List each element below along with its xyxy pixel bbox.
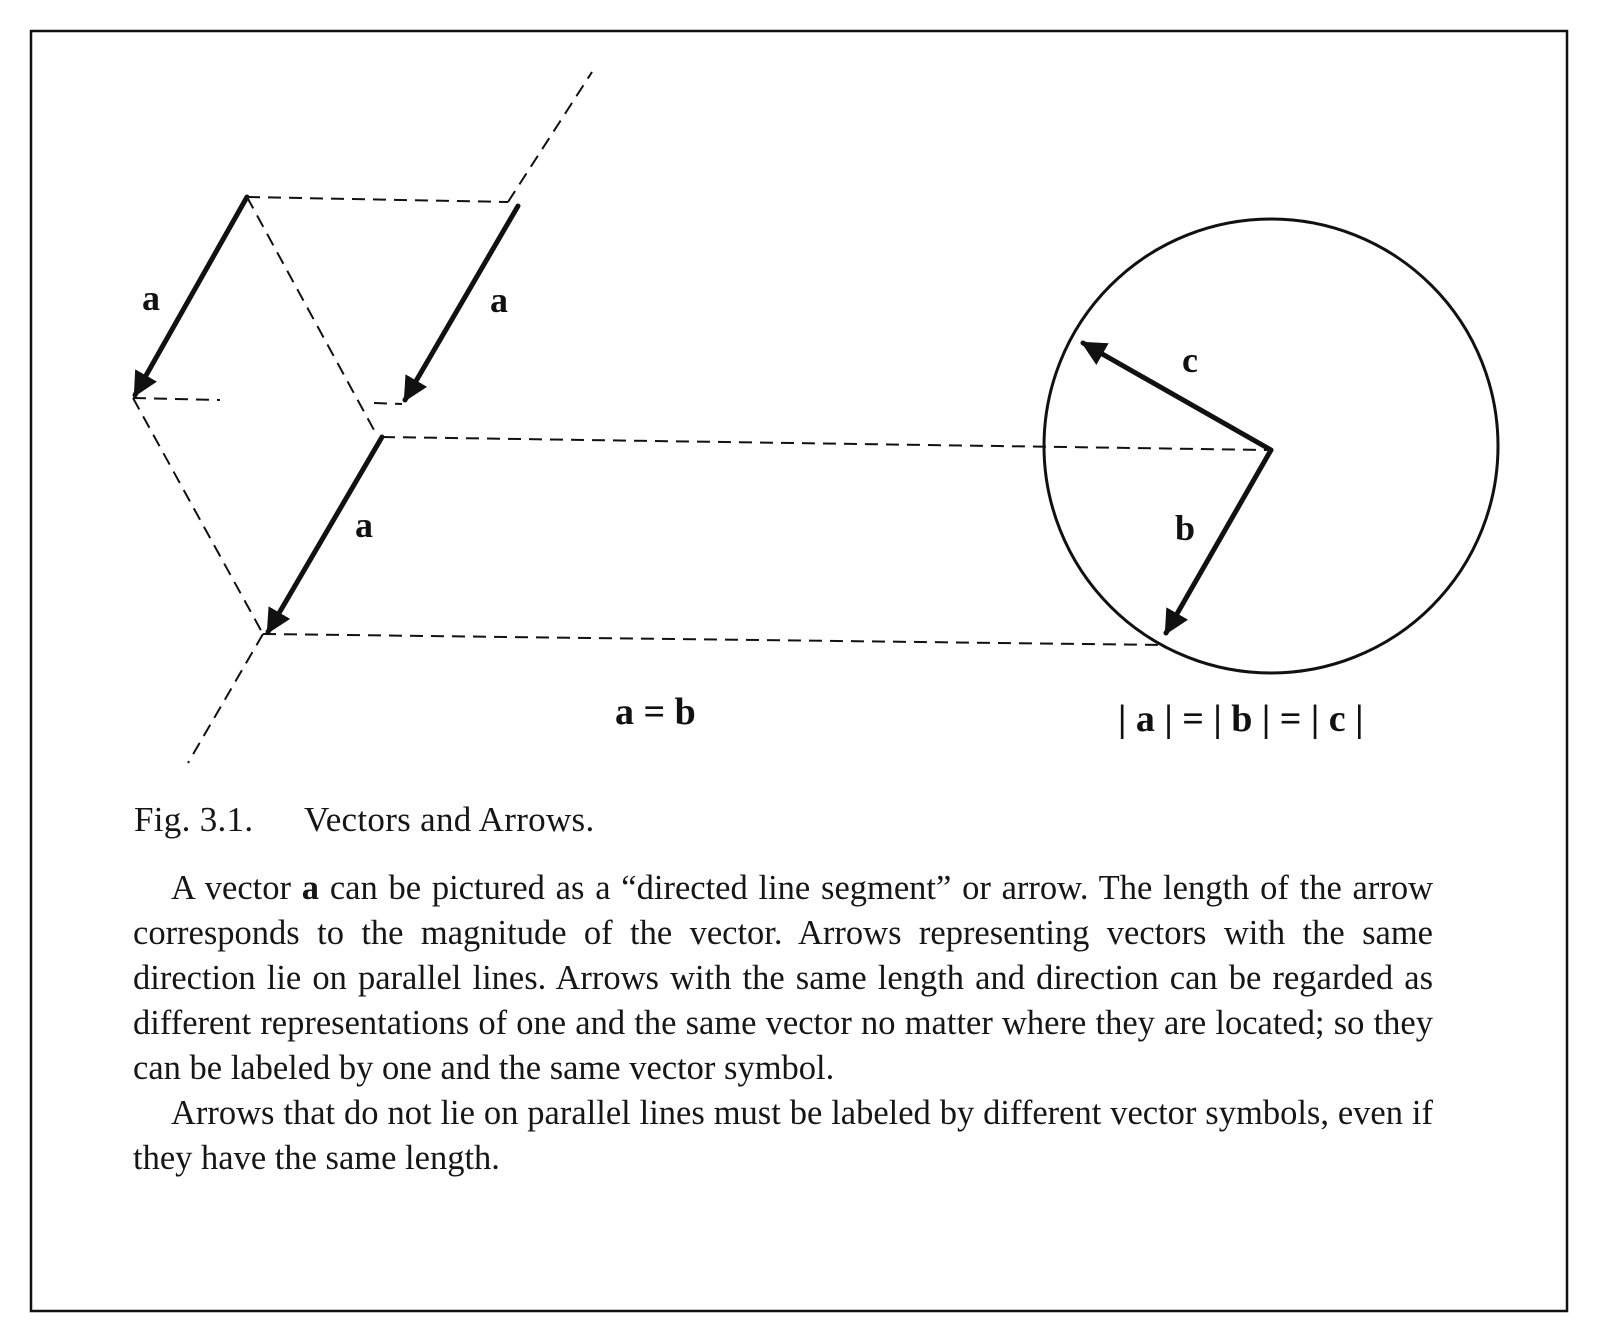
label-a-bottom: a — [355, 505, 373, 545]
dashed-line-bottom — [263, 634, 1166, 645]
paragraph-1 — [133, 866, 1433, 1091]
dashed-line-top — [247, 197, 508, 202]
paragraph-1-rest: can be pictured as a “directed line segment” or arrow. The length of the arrow corresponds to the magnitude of the vector. Arrows representing vectors with the same direction lie on parallel lines. Arrows with the same length and direction can be regarded as different representations of one and the same vector no matter where they are located; so they can be labeled by one and the same vector symbol. — [133, 869, 1433, 1087]
label-a-right: a — [490, 280, 508, 320]
label-c: c — [1182, 340, 1198, 380]
vector-symbol-a: a — [301, 869, 320, 907]
vector-c-arrow — [1083, 343, 1271, 450]
label-b: b — [1175, 508, 1196, 548]
figure-caption — [134, 800, 595, 840]
dashed-line-diagonal-upper — [508, 72, 592, 202]
dashed-line-rhombus-inner — [247, 197, 374, 430]
label-a-left: a — [142, 278, 160, 318]
equation-a-equals-b: a = b — [615, 691, 696, 733]
magnitude-circle — [1044, 219, 1498, 673]
figure-title: Vectors and Arrows. — [304, 800, 595, 839]
paragraph-2: Arrows that do not lie on parallel lines must be labeled by different vector symbols, even if they have the same length. — [133, 1094, 1433, 1177]
dashed-line-diagonal-lower — [188, 634, 263, 763]
figure-number: Fig. 3.1. — [134, 800, 254, 839]
body-text — [133, 866, 1433, 1181]
equation-magnitudes: | a | = | b | = | c | — [1118, 698, 1364, 740]
dashed-line-left-short — [133, 398, 220, 400]
paragraph-1-start: A vector — [171, 869, 302, 907]
dashed-line-to-circle-center — [382, 437, 1268, 450]
dashed-line-mid-short — [374, 403, 402, 404]
dashed-line-left-diagonal — [133, 398, 263, 634]
